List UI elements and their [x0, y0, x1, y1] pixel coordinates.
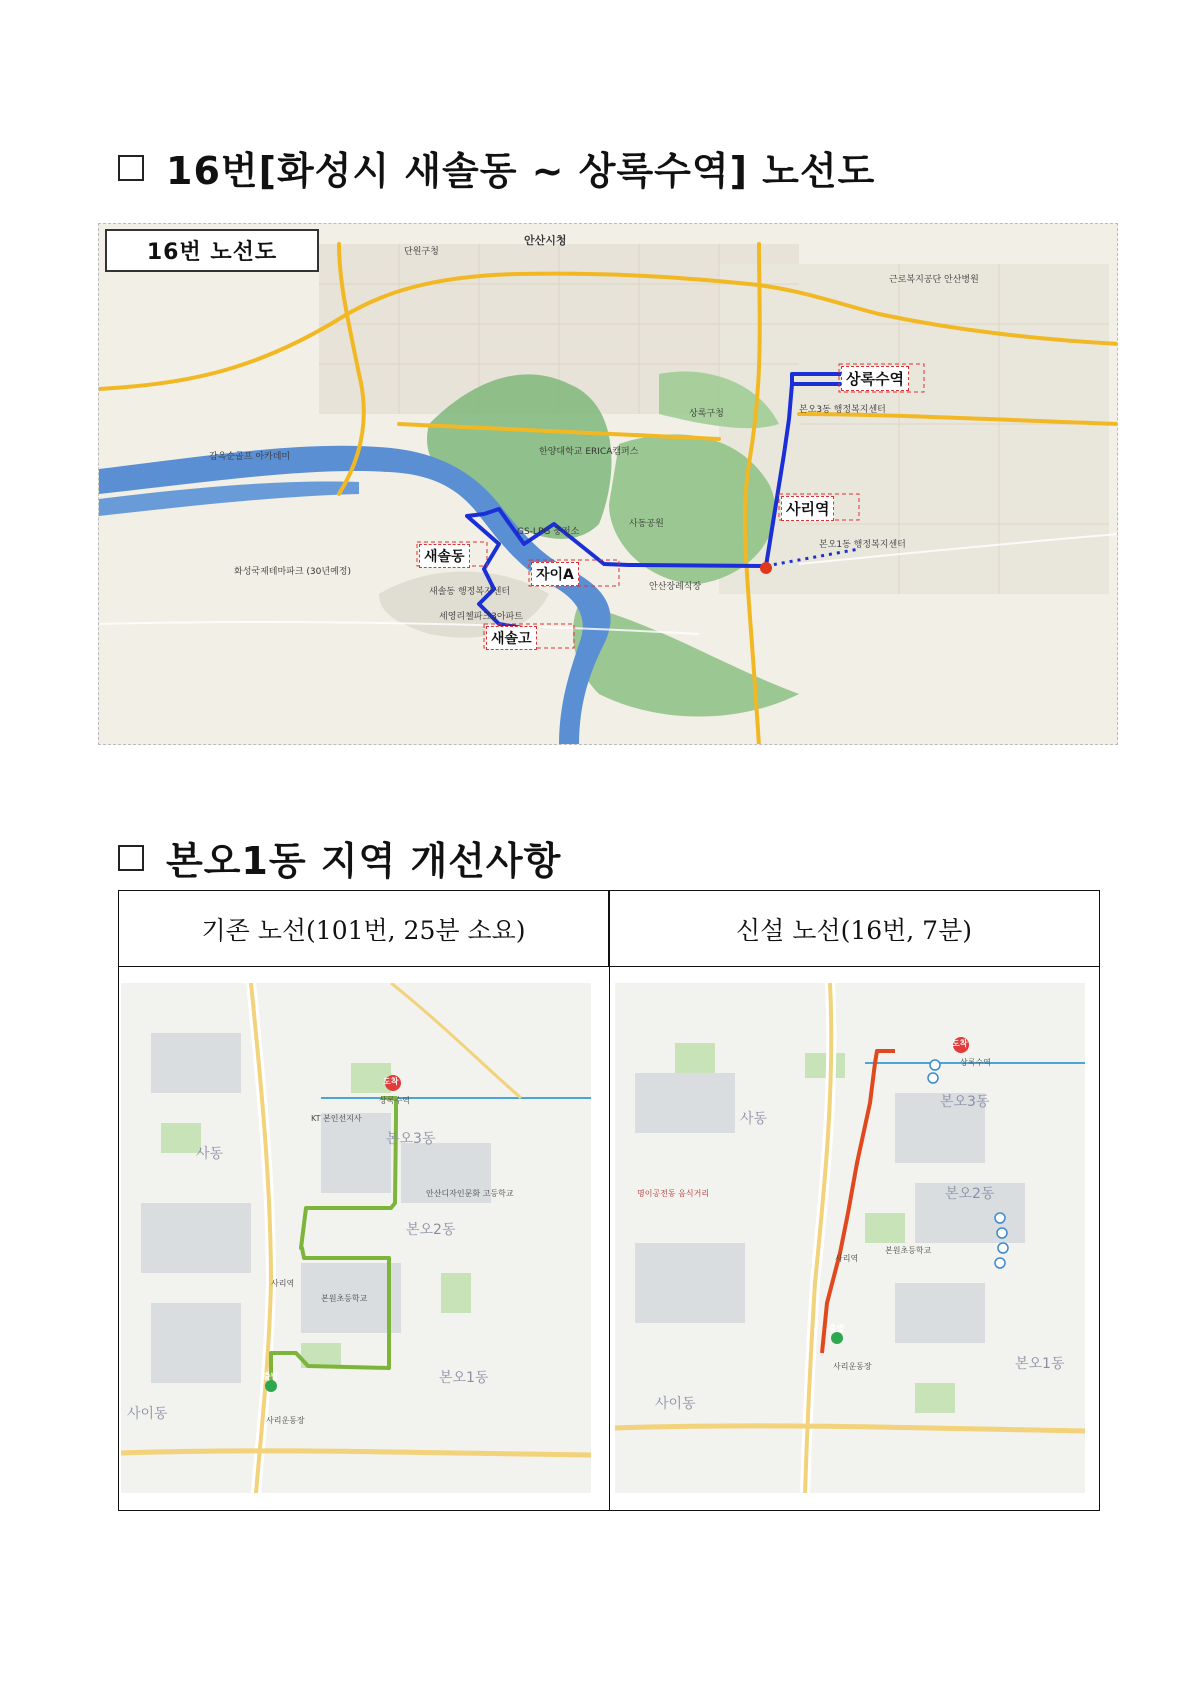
place-saesol-dong: 새솔동: [419, 544, 470, 568]
place-saesol-go: 새솔고: [486, 626, 537, 650]
label-gs-lpg: GS-LPG 충전소: [517, 527, 580, 537]
kt-label: KT 본인선지사: [311, 1114, 362, 1123]
new-route-header: 신설 노선(16번, 7분): [609, 891, 1099, 967]
sadong-label: 사동: [196, 1146, 224, 1162]
new-route-canvas: [615, 983, 1085, 1493]
ansan-design-label: 안산디자인문화 고등학교: [426, 1189, 514, 1198]
place-sangnoksu: 상록수역: [841, 366, 909, 391]
new-route-map[interactable]: [615, 983, 1085, 1493]
label-theme-park: 화성국제테마파크 (30년예정): [234, 567, 351, 577]
sai-dong-label: 사이동: [127, 1406, 168, 1422]
bono-elem-label: 본원초등학교: [885, 1246, 932, 1255]
place-sari: 사리역: [781, 496, 834, 521]
bono-elem-label: 본원초등학교: [321, 1294, 368, 1303]
label-sangnok-gu: 상록구청: [689, 409, 724, 419]
station-label: 상록수역: [960, 1058, 991, 1067]
label-cremation: 안산장례식장: [649, 582, 702, 592]
sari-label: 사리역: [271, 1279, 295, 1288]
place-xi-a: 자이A: [531, 562, 579, 586]
route-map-legend: 16번 노선도: [105, 229, 319, 272]
bono1-label: 본오1동: [439, 1370, 489, 1386]
arrival-pin-label: 도착: [383, 1077, 399, 1086]
departure-pin-label: 출발: [829, 1324, 845, 1333]
label-hanyang-univ: 한양대학교 ERICA캠퍼스: [539, 447, 639, 457]
existing-route-header: 기존 노선(101번, 25분 소요): [119, 891, 609, 967]
route-map-heading-text: 16번[화성시 새솔동 ~ 상록수역] 노선도: [166, 149, 876, 193]
label-bono1-center: 본오1동 행정복지센터: [819, 540, 906, 550]
route-map-canvas: [99, 224, 1118, 745]
label-saesol-center: 새솔동 행정복지센터: [429, 587, 511, 597]
label-ansan-hospital: 근로복지공단 안산병원: [889, 275, 979, 285]
label-bono3-center: 본오3동 행정복지센터: [799, 405, 886, 415]
sari-stadium-label: 사리운동장: [833, 1362, 872, 1371]
label-danwon-gu: 단원구청: [404, 247, 439, 257]
sari-label: 사리역: [835, 1254, 859, 1263]
sari-stadium-label: 사리운동장: [266, 1416, 305, 1425]
existing-route-map[interactable]: [121, 983, 591, 1493]
comparison-table: [118, 890, 1100, 1511]
route-map-heading: [118, 140, 875, 195]
bono1-label: 본오1동: [1015, 1356, 1065, 1372]
bono3-label: 본오3동: [386, 1131, 436, 1147]
route-map[interactable]: [98, 223, 1118, 745]
label-sadong-park: 사동공원: [629, 519, 664, 529]
improvement-heading: [118, 830, 561, 885]
existing-route-canvas: [121, 983, 591, 1493]
departure-pin-label: 출발: [263, 1372, 279, 1381]
column-divider: [609, 891, 610, 1510]
improvement-heading-text: 본오1동 지역 개선사항: [166, 839, 562, 883]
arrival-pin-label: 도착: [952, 1039, 968, 1048]
sai-dong-label: 사이동: [655, 1396, 696, 1412]
bono2-label: 본오2동: [406, 1222, 456, 1238]
sadong-label: 사동: [740, 1111, 768, 1127]
station-label: 상록수역: [379, 1096, 410, 1105]
label-ansan-city-hall: 안산시청: [524, 234, 567, 247]
label-saerim-apt: 세영리첼파크3아파트: [439, 612, 523, 622]
bono3-label: 본오3동: [940, 1094, 990, 1110]
checkbox-icon: [118, 845, 144, 871]
checkbox-icon: [118, 155, 144, 181]
food-street-label: 명이공전동 음식거리: [637, 1189, 710, 1198]
label-golf: 감옥순골프 아카데미: [209, 452, 291, 462]
bono2-label: 본오2동: [945, 1186, 995, 1202]
